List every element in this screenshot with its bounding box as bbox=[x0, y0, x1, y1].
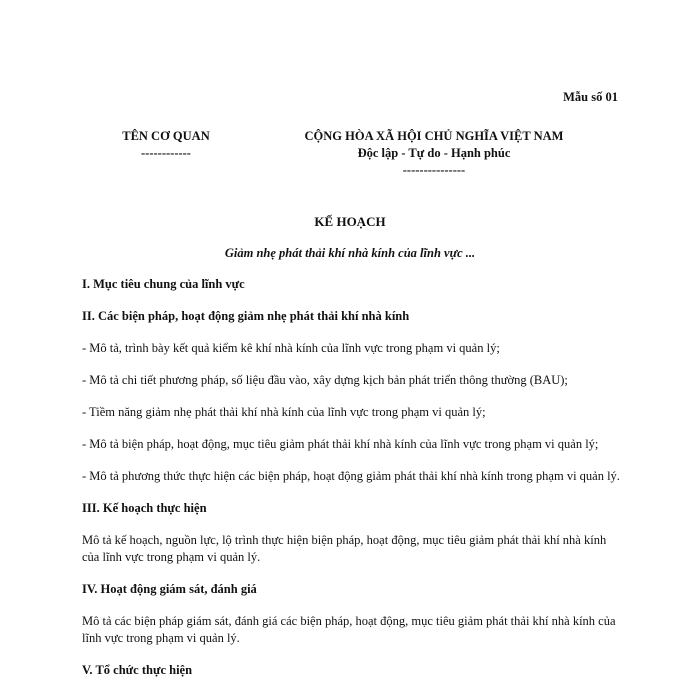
section-1-heading: I. Mục tiêu chung của lĩnh vực bbox=[82, 277, 245, 291]
national-motto: Độc lập - Tự do - Hạnh phúc bbox=[357, 146, 511, 160]
form-number: Mẫu số 01 bbox=[563, 90, 618, 104]
document-title: KẾ HOẠCH bbox=[314, 214, 386, 229]
agency-block bbox=[98, 128, 234, 162]
republic-name: CỘNG HÒA XÃ HỘI CHỦ NGHĨA VIỆT NAM bbox=[304, 129, 564, 143]
agency-rule: ------------ bbox=[141, 146, 191, 160]
list-item: - Mô tả chi tiết phương pháp, số liệu đầu vào, xây dựng kịch bản phát triển thông thường (BAU); bbox=[82, 373, 568, 387]
section-4-heading: IV. Hoạt động giám sát, đánh giá bbox=[82, 582, 257, 596]
section-2-heading: II. Các biện pháp, hoạt động giảm nhẹ phát thải khí nhà kính bbox=[82, 309, 410, 323]
motto-rule: --------------- bbox=[402, 163, 466, 177]
document-body bbox=[82, 276, 620, 694]
national-heading bbox=[270, 128, 598, 179]
section-3-heading: III. Kế hoạch thực hiện bbox=[82, 501, 207, 515]
section-5-heading: V. Tổ chức thực hiện bbox=[82, 663, 193, 677]
list-item: - Mô tả, trình bày kết quả kiểm kê khí nhà kính của lĩnh vực trong phạm vi quản lý; bbox=[82, 341, 500, 355]
section-4-text: Mô tả các biện pháp giám sát, đánh giá các biện pháp, hoạt động, mục tiêu giảm phát thải khí nhà kính của lĩnh vực trong phạm vi quản lý. bbox=[82, 614, 616, 645]
list-item: - Mô tả phương thức thực hiện các biện pháp, hoạt động giảm phát thải khí nhà kính trong phạm vi quản lý. bbox=[82, 469, 620, 483]
document-subtitle: Giảm nhẹ phát thải khí nhà kính của lĩnh vực ... bbox=[224, 246, 476, 260]
agency-name: TÊN CƠ QUAN bbox=[122, 129, 210, 143]
list-item: - Mô tả biện pháp, hoạt động, mục tiêu giảm phát thải khí nhà kính của lĩnh vực trong phạm vi quản lý; bbox=[82, 437, 599, 451]
section-3-text: Mô tả kế hoạch, nguồn lực, lộ trình thực hiện biện pháp, hoạt động, mục tiêu giảm phát thải khí nhà kính của lĩnh vực trong phạm vi quản lý. bbox=[82, 533, 607, 564]
list-item: - Tiềm năng giảm nhẹ phát thải khí nhà kính của lĩnh vực trong phạm vi quản lý; bbox=[82, 405, 486, 419]
